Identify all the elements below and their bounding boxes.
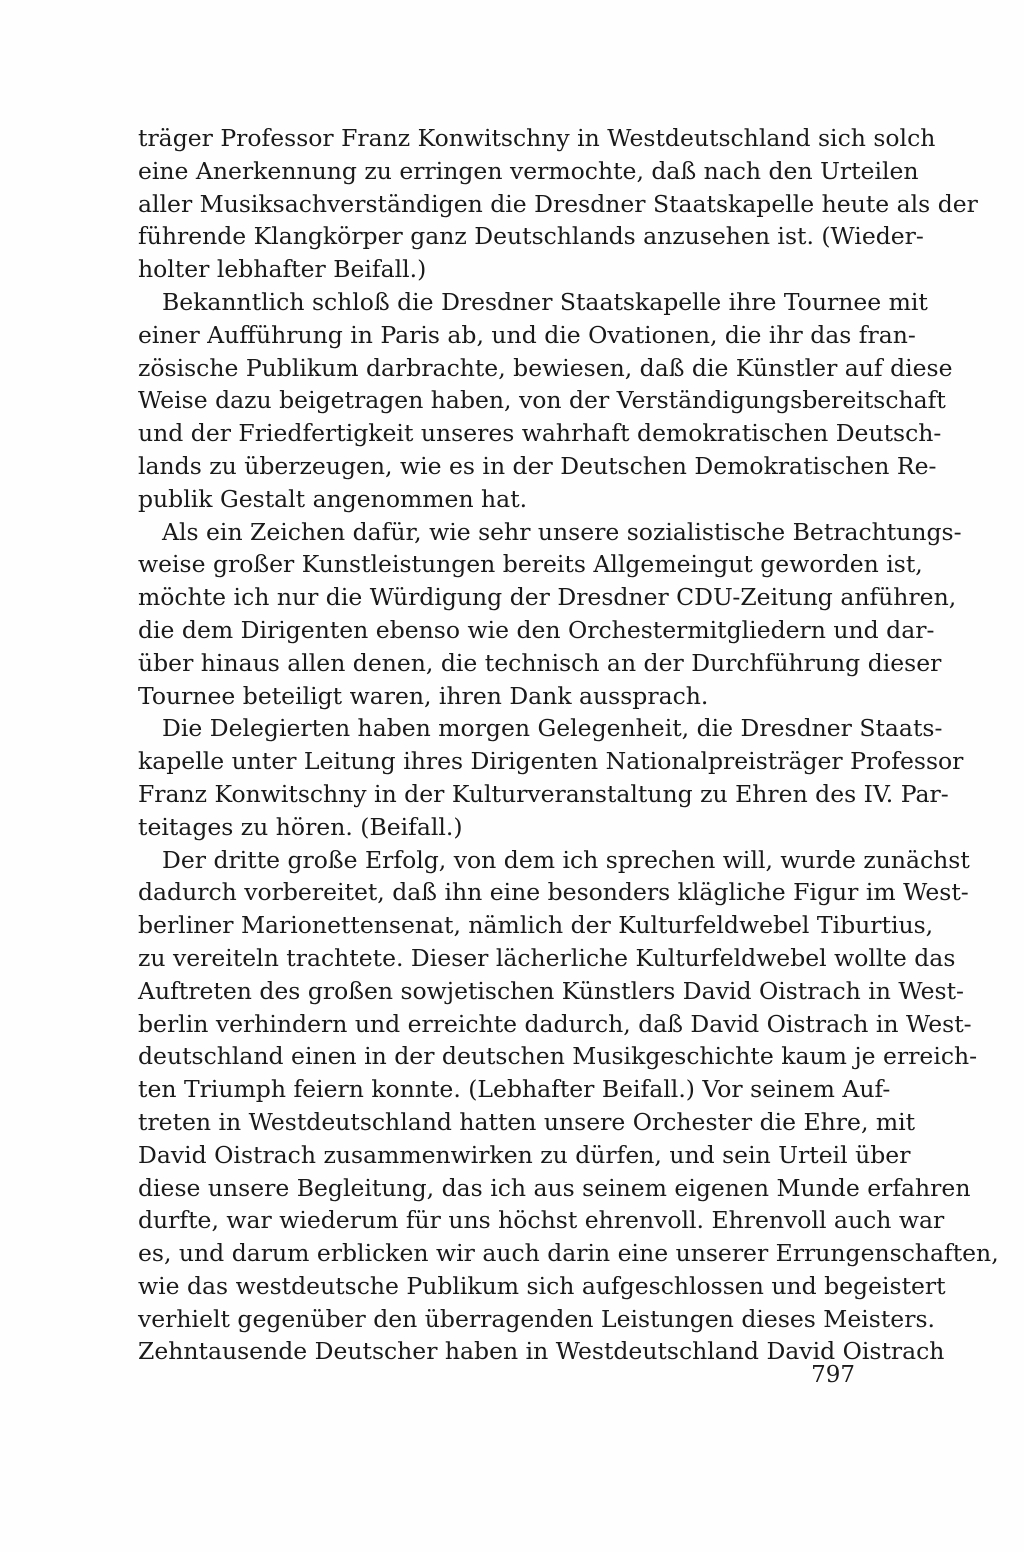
text-line: deutschland einen in der deutschen Musikgeschichte kaum je erreich-: [138, 1042, 978, 1071]
text-line: durfte, war wiederum für uns höchst ehrenvoll. Ehrenvoll auch war: [138, 1206, 945, 1235]
text-line: berlin verhindern und erreichte dadurch, daß David Oistrach in West-: [138, 1009, 972, 1038]
body-text: [138, 122, 999, 1368]
text-line: Als ein Zeichen dafür, wie sehr unsere sozialistische Betrachtungs-: [162, 517, 962, 546]
text-line: wie das westdeutsche Publikum sich aufgeschlossen und begeistert: [138, 1271, 946, 1300]
paragraph: [138, 516, 962, 713]
text-line: David Oistrach zusammenwirken zu dürfen, und sein Urteil über: [138, 1140, 911, 1169]
text-line: holter lebhafter Beifall.): [138, 255, 427, 284]
text-line: einer Aufführung in Paris ab, und die Ovationen, die ihr das fran-: [138, 320, 916, 349]
text-line: lands zu überzeugen, wie es in der Deutschen Demokratischen Re-: [138, 451, 937, 480]
text-line: diese unsere Begleitung, das ich aus seinem eigenen Munde erfahren: [138, 1173, 971, 1202]
text-line: träger Professor Franz Konwitschny in Westdeutschland sich solch: [138, 124, 936, 152]
text-line: verhielt gegenüber den überragenden Leistungen dieses Meisters.: [138, 1304, 935, 1333]
paragraph: [138, 844, 999, 1369]
text-line: ten Triumph feiern konnte. (Lebhafter Beifall.) Vor seinem Auf-: [138, 1075, 891, 1104]
text-line: Franz Konwitschny in der Kulturveranstaltung zu Ehren des IV. Par-: [138, 779, 949, 808]
text-line: Tournee beteiligt waren, ihren Dank aussprach.: [138, 681, 709, 710]
text-line: Der dritte große Erfolg, von dem ich sprechen will, wurde zunächst: [162, 845, 970, 874]
text-line: zösische Publikum darbrachte, bewiesen, daß die Künstler auf diese: [138, 353, 953, 382]
text-line: berliner Marionettensenat, nämlich der Kulturfeldwebel Tiburtius,: [138, 911, 934, 940]
text-line: eine Anerkennung zu erringen vermochte, daß nach den Urteilen: [138, 156, 919, 185]
text-line: aller Musiksachverständigen die Dresdner Staatskapelle heute als der: [138, 189, 978, 218]
text-line: weise großer Kunstleistungen bereits Allgemeingut geworden ist,: [138, 550, 923, 579]
paragraph: [138, 122, 978, 286]
text-line: Die Delegierten haben morgen Gelegenheit, die Dresdner Staats-: [162, 714, 943, 743]
paragraph: [138, 712, 964, 843]
text-line: und der Friedfertigkeit unseres wahrhaft demokratischen Deutsch-: [138, 419, 942, 448]
text-line: möchte ich nur die Würdigung der Dresdner CDU-Zeitung anführen,: [138, 583, 957, 612]
page-number: 797: [811, 1362, 855, 1388]
text-line: dadurch vorbereitet, daß ihn eine besonders klägliche Figur im West-: [138, 878, 969, 907]
text-line: Zehntausende Deutscher haben in Westdeutschland David Oistrach: [138, 1337, 945, 1366]
text-line: führende Klangkörper ganz Deutschlands anzusehen ist. (Wieder-: [138, 222, 924, 251]
paragraph: [138, 286, 953, 516]
text-line: treten in Westdeutschland hatten unsere Orchester die Ehre, mit: [138, 1107, 916, 1136]
text-line: kapelle unter Leitung ihres Dirigenten Nationalpreisträger Professor: [138, 747, 964, 776]
text-line: die dem Dirigenten ebenso wie den Orchestermitgliedern und dar-: [138, 615, 935, 644]
text-line: teitages zu hören. (Beifall.): [138, 812, 463, 841]
text-line: publik Gestalt angenommen hat.: [138, 484, 528, 513]
text-line: Bekanntlich schloß die Dresdner Staatskapelle ihre Tournee mit: [162, 287, 928, 316]
text-line: Weise dazu beigetragen haben, von der Verständigungsbereitschaft: [138, 386, 946, 415]
text-line: Auftreten des großen sowjetischen Künstlers David Oistrach in West-: [138, 976, 964, 1005]
text-line: zu vereiteln trachtete. Dieser lächerliche Kulturfeldwebel wollte das: [138, 943, 956, 972]
text-line: es, und darum erblicken wir auch darin eine unserer Errungenschaften,: [138, 1239, 999, 1268]
text-line: über hinaus allen denen, die technisch an der Durchführung dieser: [138, 648, 942, 677]
